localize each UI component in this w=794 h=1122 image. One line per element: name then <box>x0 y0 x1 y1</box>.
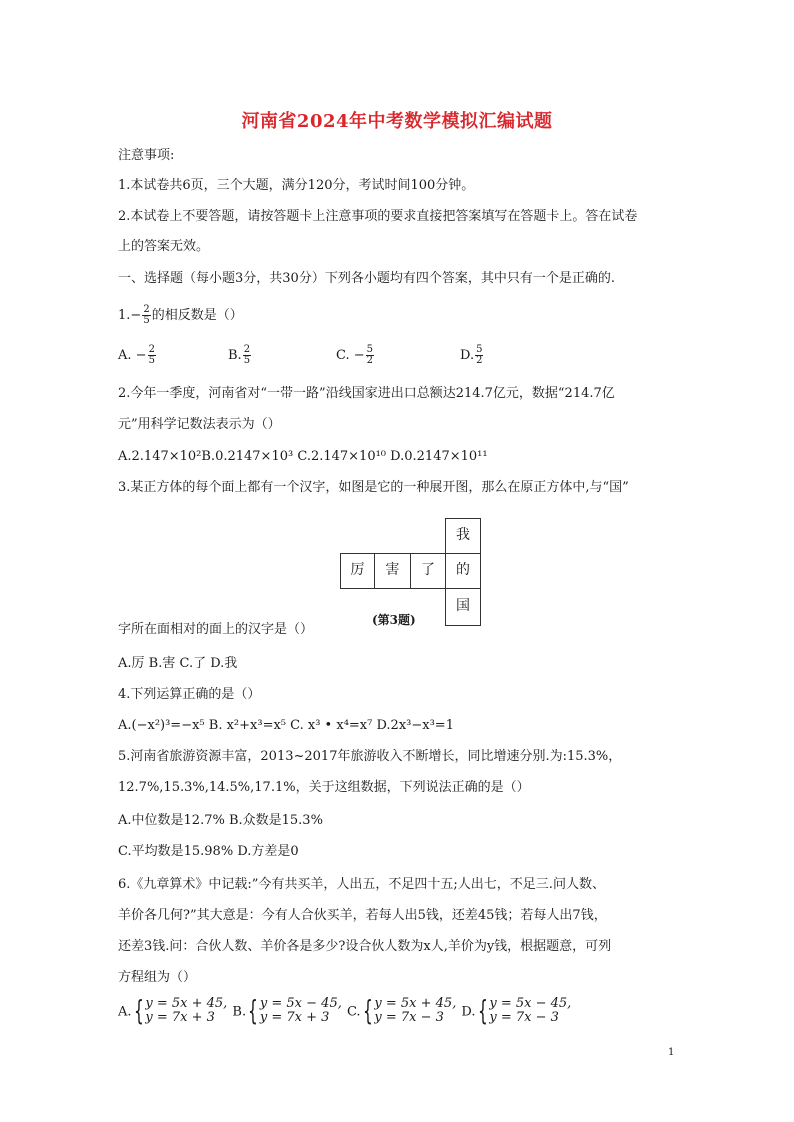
page-number: 1 <box>668 1047 675 1058</box>
q1-number: 1. <box>118 308 131 323</box>
q5-line-1: 5.河南省旅游资源丰富，2013~2017年旅游收入不断增长，同比增速分别.为:15.3%， <box>118 749 622 764</box>
q3-line-1: 3.某正方体的每个面上都有一个汉字，如图是它的一种展开图，那么在原正方体中,与“国” <box>118 480 629 495</box>
q6-line-2: 羊价各几何?”其大意是：今有人合伙买羊，若每人出5钱，还差45钱；若每人出7钱， <box>118 908 607 923</box>
net-face-2: 害 <box>374 553 411 589</box>
q5-options-ab: A.中位数是12.7% B.众数是15.3% <box>118 813 323 828</box>
q1-option-a: A. − $\frac{2}{5}$ <box>118 344 155 366</box>
net-face-6: 国 <box>445 588 481 626</box>
notice-item-2-line-1: 2.本试卷上不要答题，请按答题卡上注意事项的要求直接把答案填写在答题卡上。答在试卷 <box>118 209 638 224</box>
q6-line-3: 还差3钱.问：合伙人数、羊价各是多少?设合伙人数为x人,羊价为y钱，根据题意，可列 <box>118 939 612 954</box>
q2-line-1: 2.今年一季度，河南省对“一带一路”沿线国家进出口总额达214.7亿元，数据“214.7亿 <box>118 386 615 401</box>
section-1-heading: 一、选择题（每小题3分，共30分）下列各小题均有四个答案，其中只有一个是正确的. <box>118 271 615 286</box>
q6-line-4: 方程组为（） <box>118 970 197 985</box>
q6-option-d: D.{ y = 5x − 45, y = 7x − 3 <box>461 994 572 1027</box>
q6-option-a: A.{ y = 5x + 45, y = 7x + 3 <box>118 994 228 1027</box>
q1-option-d: D. $\frac{5}{2}$ <box>460 344 483 366</box>
net-caption: (第3题) <box>372 613 416 627</box>
q1-option-b: B. $\frac{2}{5}$ <box>228 344 251 366</box>
q1-stem: 的相反数是（） <box>151 308 243 323</box>
q1-option-c: C. − $\frac{5}{2}$ <box>336 344 374 366</box>
q2-line-2: 元”用科学记数法表示为（） <box>118 417 281 432</box>
q4-stem: 4.下列运算正确的是（） <box>118 687 261 702</box>
q1-fraction: − $\frac{2}{5}$ <box>130 304 150 326</box>
q2-options: A.2.147×10²B.0.2147×10³ C.2.147×10¹⁰ D.0.2147×10¹¹ <box>118 449 488 464</box>
q4-options: A.(−x²)³=−x⁵ B. x²+x³=x⁵ C. x³ • x⁴=x⁷ D.2x³−x³=1 <box>118 718 454 733</box>
q6-option-b: B.{ y = 5x − 45, y = 7x + 3 <box>232 994 342 1027</box>
notice-item-2-line-2: 上的答案无效。 <box>118 239 210 254</box>
q5-options-cd: C.平均数是15.98% D.方差是0 <box>118 844 299 859</box>
notice-heading: 注意事项: <box>118 148 175 163</box>
net-face-5: 的 <box>445 553 481 589</box>
page-title: 河南省2024年中考数学模拟汇编试题 <box>241 111 553 132</box>
notice-item-1: 1.本试卷共6页，三个大题，满分120分，考试时间100分钟。 <box>118 178 475 193</box>
net-face-4: 我 <box>445 518 481 554</box>
net-face-1: 厉 <box>340 553 375 589</box>
q3-line-2: 字所在面相对的面上的汉字是（） <box>118 622 314 637</box>
q6-option-c: C.{ y = 5x + 45, y = 7x − 3 <box>346 994 457 1027</box>
q3-options: A.厉 B.害 C.了 D.我 <box>118 656 238 671</box>
net-face-3: 了 <box>410 553 446 589</box>
q6-line-1: 6.《九章算术》中记载:”今有共买羊，人出五，不足四十五;人出七，不足三.问人数、 <box>118 877 605 892</box>
cube-net-figure <box>340 515 485 630</box>
question-1 <box>118 305 243 326</box>
q5-line-2: 12.7%,15.3%,14.5%,17.1%，关于这组数据，下列说法正确的是（） <box>118 780 530 795</box>
q6-options <box>118 994 572 1027</box>
